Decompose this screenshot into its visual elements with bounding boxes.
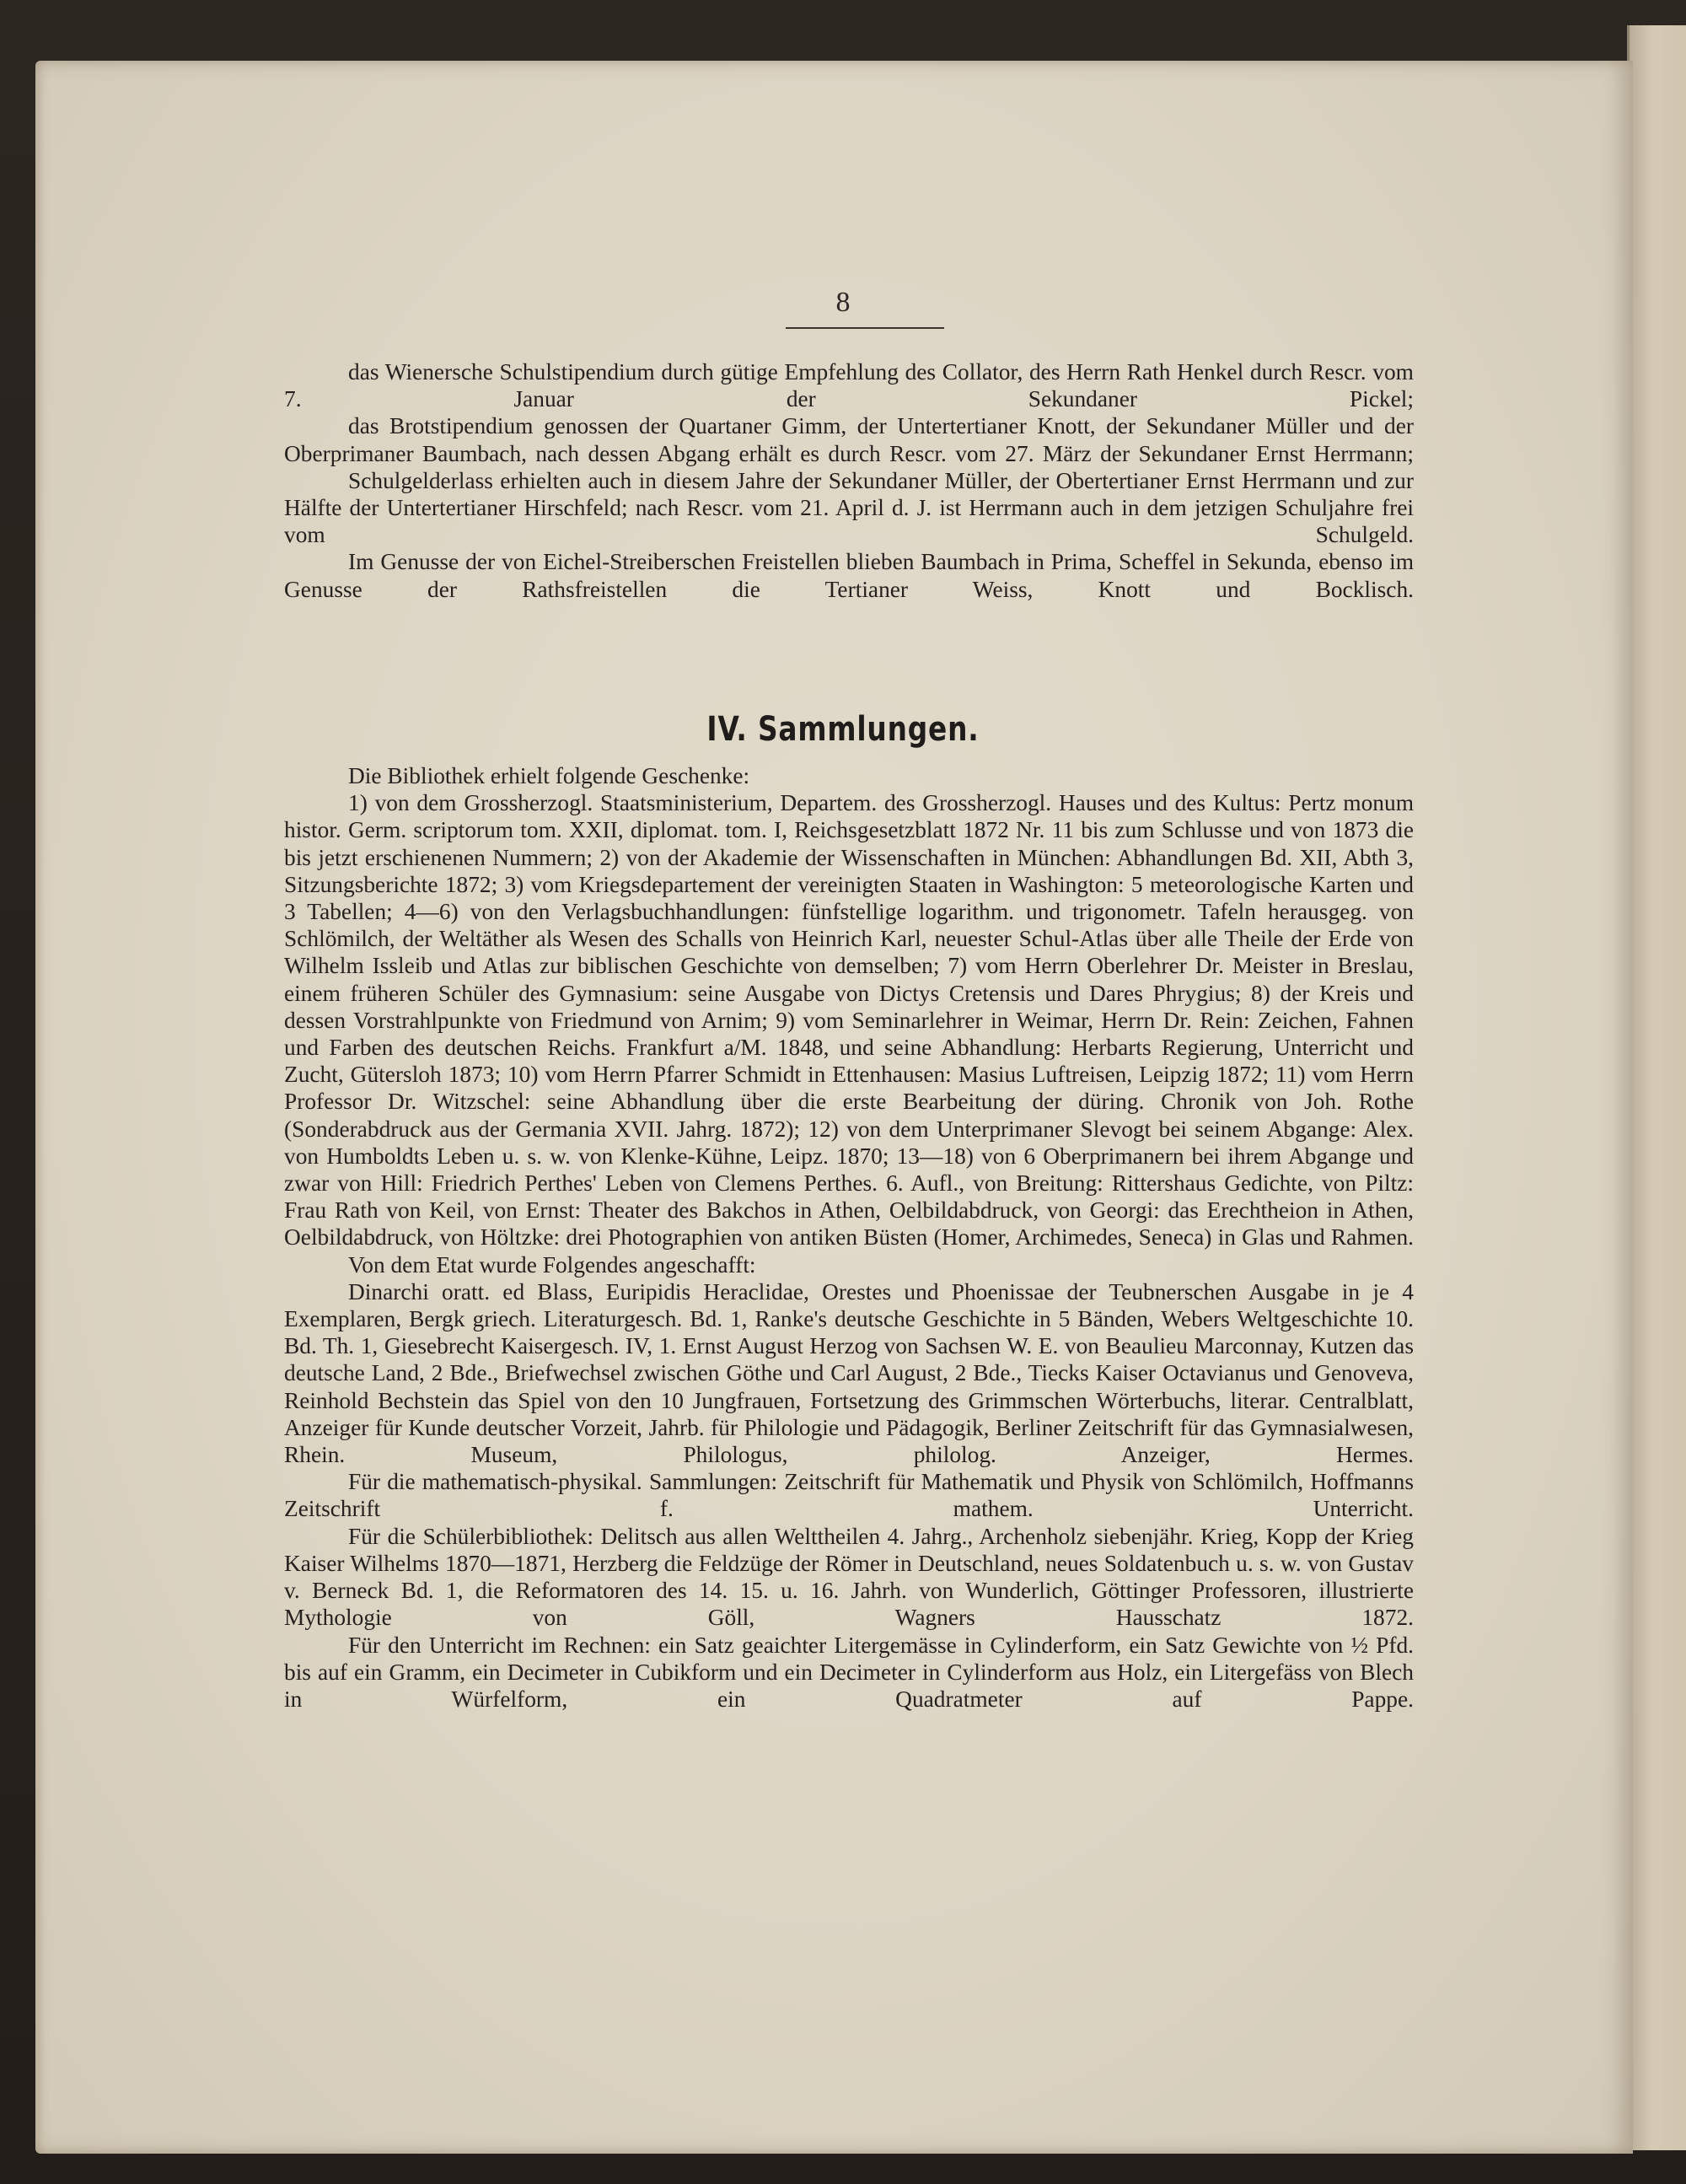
- page-number: 8: [835, 287, 851, 318]
- paragraph: Für den Unterricht im Rechnen: ein Satz geaichter Litergemässe in Cylinderform, ein Satz Gewichte von ½ Pfd. bis auf ein Gramm, ein Decimeter in Cubikform und ein Decimeter in Cylinderform aus Holz, ein Litergefäss von Blech in Würfelform, ein Quadratmeter auf Pappe.: [284, 1632, 1414, 1712]
- collections-paragraphs: [284, 762, 1414, 1713]
- paragraph: 1) von dem Grossherzogl. Staatsministerium, Departem. des Grossherzogl. Hauses und des Kultus: Pertz monum histor. Germ. scriptorum tom. XXII, diplomat. tom. I, Reichsgesetzblatt 1872 Nr. 11 bis zum Schlusse und von 1873 die bis jetzt erschienenen Nummern; 2) von der Akademie der Wissenschaften in München: Abhandlungen Bd. XII, Abth 3, Sitzungsberichte 1872; 3) vom Kriegsdepartement der vereinigten Staaten in Washington: 5 meteorologische Karten und 3 Tabellen; 4—6) von den Verlagsbuchhandlungen: fünfstellige logarithm. und trigonometr. Tafeln herausgeg. von Schlömilch, der Weltäther als Wesen des Schalls von Heinrich Karl, neuester Schul-Atlas über alle Theile der Erde von Wilhelm Issleib und Atlas zur biblischen Geschichte von demselben; 7) vom Herrn Oberlehrer Dr. Meister in Breslau, einem früheren Schüler des Gymnasium: seine Ausgabe von Dictys Cretensis und Dares Phrygius; 8) der Kreis und dessen Vorstrahlpunkte von Friedmund von Arnim; 9) vom Seminarlehrer in Weimar, Herrn Dr. Rein: Zeichen, Fahnen und Farben des deutschen Reichs. Frankfurt a/M. 1848, und seine Abhandlung: Herbarts Regierung, Unterricht und Zucht, Gütersloh 1873; 10) vom Herrn Pfarrer Schmidt in Ettenhausen: Masius Luftreisen, Leipzig 1872; 11) vom Herrn Professor Dr. Witzschel: seine Abhandlung über die erste Bearbeitung der düring. Chronik von Joh. Rothe (Sonderabdruck aus der Germania XVII. Jahrg. 1872); 12) von dem Unterprimaner Slevogt bei seinem Abgange: Alex. von Humboldts Leben u. s. w. von Klenke-Kühne, Leipz. 1870; 13—18) von 6 Oberprimanern bei ihrem Abgange und zwar von Hill: Friedrich Perthes' Leben von Clemens Perthes. 6. Aufl., von Breitung: Rittershaus Gedichte, von Piltz: Frau Rath von Keil, von Ernst: Theater des Bakchos in Athen, Oelbildabdruck, von Georgi: das Erechtheion in Athen, Oelbildabdruck, von Höltzke: drei Photographien von antiken Büsten (Homer, Archimedes, Seneca) in Glas und Rahmen.: [284, 790, 1414, 1251]
- stipend-paragraphs: [284, 358, 1414, 603]
- paragraph: Im Genusse der von Eichel-Streiberschen Freistellen blieben Baumbach in Prima, Scheffel in Sekunda, ebenso im Genusse der Rathsfreistellen die Tertianer Weiss, Knott und Bocklisch.: [284, 549, 1414, 602]
- page-number-rule: [786, 327, 944, 329]
- paragraph: Für die Schülerbibliothek: Delitsch aus allen Welttheilen 4. Jahrg., Archenholz siebenjähr. Krieg, Kopp der Krieg Kaiser Wilhelms 1870—1871, Herzberg die Feldzüge der Römer in Deutschland, neues Soldatenbuch u. s. w. von Gustav v. Berneck Bd. 1, die Reformatoren des 14. 15. u. 16. Jahrh. von Wunderlich, Göttinger Professoren, illustrierte Mythologie von Göll, Wagners Hausschatz 1872.: [284, 1523, 1414, 1631]
- paragraph: Die Bibliothek erhielt folgende Geschenke:: [348, 763, 750, 788]
- next-page-edge: [1627, 25, 1686, 2150]
- paragraph: Von dem Etat wurde Folgendes angeschafft:: [348, 1251, 756, 1278]
- paragraph: Schulgelderlass erhielten auch in diesem Jahre der Sekundaner Müller, der Obertertianer Ernst Herrmann und zur Hälfte der Untertertianer Hirschfeld; nach Rescr. vom 21. April d. J. ist Herrmann auch in dem jetzigen Schuljahre frei vom Schulgeld.: [284, 467, 1414, 548]
- paragraph: das Wienersche Schulstipendium durch gütige Empfehlung des Collator, des Herrn Rath Henkel durch Rescr. vom 7. Januar der Sekundaner Pickel;: [284, 359, 1414, 412]
- paragraph: Für die mathematisch-physikal. Sammlungen: Zeitschrift für Mathematik und Physik von Schlömilch, Hoffmanns Zeitschrift f. mathem. Unterricht.: [284, 1469, 1414, 1522]
- paragraph: das Brotstipendium genossen der Quartaner Gimm, der Untertertianer Knott, der Sekundaner Müller und der Oberprimaner Baumbach, nach dessen Abgang erhält es durch Rescr. vom 27. März der Sekundaner Ernst Herrmann;: [284, 413, 1414, 466]
- section-heading: IV. Sammlungen.: [706, 710, 980, 749]
- paragraph: Dinarchi oratt. ed Blass, Euripidis Heraclidae, Orestes und Phoenissae der Teubnerschen Ausgabe in je 4 Exemplaren, Bergk griech. Literaturgesch. Bd. 1, Ranke's deutsche Geschichte in 5 Bänden, Webers Weltgeschichte 10. Bd. Th. 1, Giesebrecht Kaisergesch. IV, 1. Ernst August Herzog von Sachsen W. E. von Beaulieu Marconnay, Kutzen das deutsche Land, 2 Bde., Briefwechsel zwischen Göthe und Carl August, 2 Bde., Tiecks Kaiser Octavianus und Genoveva, Reinhold Bechstein das Spiel von den 10 Jungfrauen, Fortsetzung des Grimmschen Wörterbuchs, literar. Centralblatt, Anzeiger für Kunde deutscher Vorzeit, Jahrb. für Philologie und Pädagogik, Berliner Zeitschrift für das Gymnasialwesen, Rhein. Museum, Philologus, philolog. Anzeiger, Hermes.: [284, 1278, 1414, 1468]
